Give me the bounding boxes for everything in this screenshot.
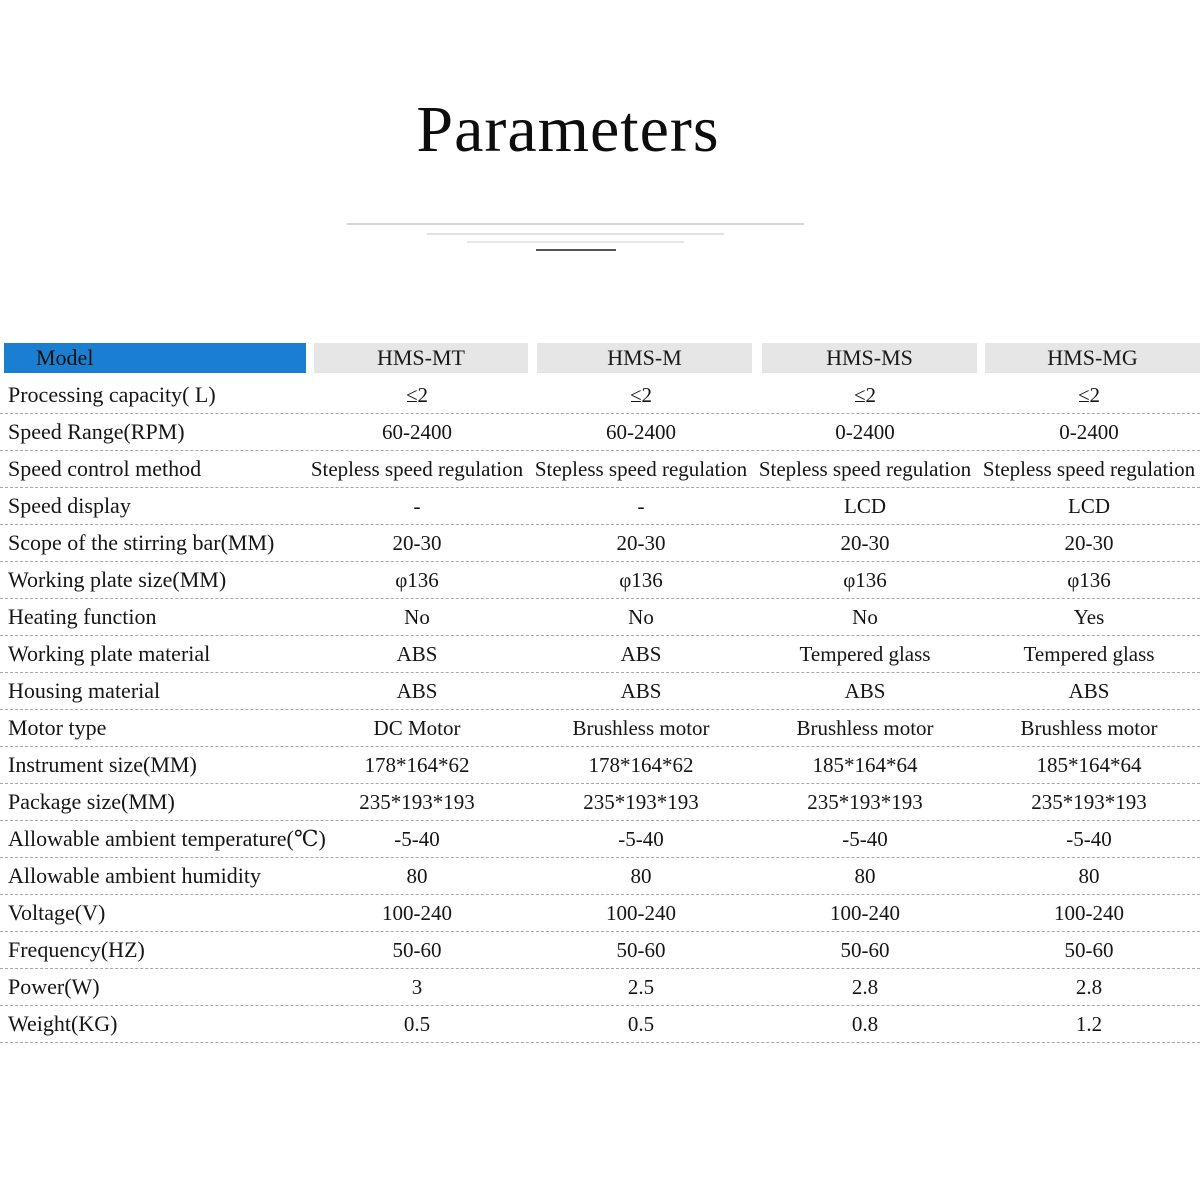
model-column-header: HMS-MT xyxy=(314,343,528,373)
row-label: Allowable ambient temperature(℃) xyxy=(8,826,326,851)
table-cell: 2.8 xyxy=(1075,975,1103,999)
table-cell: Tempered glass xyxy=(799,642,931,666)
table-cell: 50-60 xyxy=(392,938,442,962)
table-cell: LCD xyxy=(1068,494,1110,518)
table-cell: 185*164*64 xyxy=(812,753,918,777)
table-cell: ABS xyxy=(620,679,662,703)
table-cell: 80 xyxy=(406,864,428,888)
row-label: Power(W) xyxy=(8,974,100,999)
table-row xyxy=(0,377,1200,414)
table-cell: 60-2400 xyxy=(606,420,676,444)
table-cell: 0.8 xyxy=(851,1012,879,1036)
table-cell: 0.5 xyxy=(627,1012,655,1036)
table-cell: ≤2 xyxy=(629,383,653,407)
table-cell: 50-60 xyxy=(616,938,666,962)
table-header-row xyxy=(0,340,1200,377)
table-cell: 1.2 xyxy=(1075,1012,1103,1036)
table-cell: 80 xyxy=(630,864,652,888)
table-cell: 50-60 xyxy=(840,938,890,962)
table-row xyxy=(0,414,1200,451)
table-cell: ≤2 xyxy=(405,383,429,407)
table-cell: -5-40 xyxy=(394,827,440,851)
table-cell: 2.8 xyxy=(851,975,879,999)
row-label: Instrument size(MM) xyxy=(8,752,197,777)
table-cell: 235*193*193 xyxy=(359,790,475,814)
row-label: Scope of the stirring bar(MM) xyxy=(8,530,275,555)
table-cell: 235*193*193 xyxy=(1031,790,1147,814)
table-cell: -5-40 xyxy=(1066,827,1112,851)
table-cell: Stepless speed regulation xyxy=(534,457,748,481)
row-label: Motor type xyxy=(8,715,107,740)
table-cell: -5-40 xyxy=(842,827,888,851)
table-cell: ABS xyxy=(396,679,438,703)
table-cell: Stepless speed regulation xyxy=(982,457,1196,481)
table-cell: ≤2 xyxy=(853,383,877,407)
row-label: Housing material xyxy=(8,678,161,703)
table-cell: 50-60 xyxy=(1064,938,1114,962)
table-row xyxy=(0,562,1200,599)
table-cell: 178*164*62 xyxy=(364,753,470,777)
table-cell: Yes xyxy=(1073,605,1105,629)
table-cell: No xyxy=(404,605,430,629)
model-header-label: Model xyxy=(4,343,306,373)
table-row xyxy=(0,747,1200,784)
table-cell: 20-30 xyxy=(840,531,890,555)
decorative-divider xyxy=(347,223,804,225)
row-label: Voltage(V) xyxy=(8,900,106,925)
row-label: Working plate material xyxy=(8,641,211,666)
decorative-divider xyxy=(467,241,684,243)
table-cell: 80 xyxy=(854,864,876,888)
row-label: Package size(MM) xyxy=(8,789,175,814)
table-cell: ABS xyxy=(620,642,662,666)
table-cell: Tempered glass xyxy=(1023,642,1155,666)
table-cell: φ136 xyxy=(1067,568,1111,592)
table-row xyxy=(0,599,1200,636)
table-cell: φ136 xyxy=(619,568,663,592)
row-label: Speed control method xyxy=(8,456,202,481)
table-row xyxy=(0,858,1200,895)
table-cell: 100-240 xyxy=(382,901,452,925)
table-cell: ABS xyxy=(844,679,886,703)
row-label: Processing capacity( L) xyxy=(8,382,216,407)
table-cell: 100-240 xyxy=(830,901,900,925)
table-cell: 3 xyxy=(411,975,423,999)
table-cell: 0-2400 xyxy=(1059,420,1119,444)
table-cell: φ136 xyxy=(843,568,887,592)
row-label: Speed Range(RPM) xyxy=(8,419,185,444)
table-row xyxy=(0,636,1200,673)
table-cell: No xyxy=(628,605,654,629)
table-row xyxy=(0,821,1200,858)
table-cell: ≤2 xyxy=(1077,383,1101,407)
table-cell: 100-240 xyxy=(606,901,676,925)
table-body xyxy=(0,377,1200,1043)
table-cell: Stepless speed regulation xyxy=(310,457,524,481)
table-cell: 178*164*62 xyxy=(588,753,694,777)
table-cell: φ136 xyxy=(395,568,439,592)
table-row xyxy=(0,969,1200,1006)
table-cell: 235*193*193 xyxy=(583,790,699,814)
model-column-header: HMS-M xyxy=(537,343,752,373)
row-label: Speed display xyxy=(8,493,131,518)
row-label: Frequency(HZ) xyxy=(8,937,145,962)
table-row xyxy=(0,1006,1200,1043)
table-row xyxy=(0,710,1200,747)
table-cell: 235*193*193 xyxy=(807,790,923,814)
table-cell: - xyxy=(413,494,421,518)
page-title: Parameters xyxy=(416,93,720,166)
table-row xyxy=(0,451,1200,488)
row-label: Working plate size(MM) xyxy=(8,567,227,592)
table-cell: Stepless speed regulation xyxy=(758,457,972,481)
table-cell: ABS xyxy=(1068,679,1110,703)
row-label: Allowable ambient humidity xyxy=(8,863,261,888)
table-cell: Brushless motor xyxy=(572,716,710,740)
table-cell: Brushless motor xyxy=(796,716,934,740)
table-row xyxy=(0,488,1200,525)
table-cell: 80 xyxy=(1078,864,1100,888)
table-row xyxy=(0,673,1200,710)
model-column-header: HMS-MG xyxy=(985,343,1200,373)
table-cell: 100-240 xyxy=(1054,901,1124,925)
model-column-header: HMS-MS xyxy=(762,343,977,373)
table-cell: No xyxy=(852,605,878,629)
table-row xyxy=(0,895,1200,932)
table-cell: 185*164*64 xyxy=(1036,753,1142,777)
table-cell: 2.5 xyxy=(627,975,655,999)
table-cell: 0.5 xyxy=(403,1012,431,1036)
table-cell: LCD xyxy=(844,494,886,518)
parameters-table xyxy=(0,340,1200,1043)
table-cell: Brushless motor xyxy=(1020,716,1158,740)
table-cell: 0-2400 xyxy=(835,420,895,444)
table-cell: - xyxy=(637,494,645,518)
table-row xyxy=(0,784,1200,821)
row-label: Weight(KG) xyxy=(8,1011,118,1036)
table-cell: 20-30 xyxy=(616,531,666,555)
table-cell: 60-2400 xyxy=(382,420,452,444)
table-cell: 20-30 xyxy=(392,531,442,555)
table-cell: ABS xyxy=(396,642,438,666)
table-cell: 20-30 xyxy=(1064,531,1114,555)
decorative-divider xyxy=(427,233,724,235)
table-row xyxy=(0,932,1200,969)
table-cell: -5-40 xyxy=(618,827,664,851)
table-cell: DC Motor xyxy=(373,716,461,740)
row-label: Heating function xyxy=(8,604,157,629)
table-row xyxy=(0,525,1200,562)
decorative-divider-accent xyxy=(536,249,616,251)
